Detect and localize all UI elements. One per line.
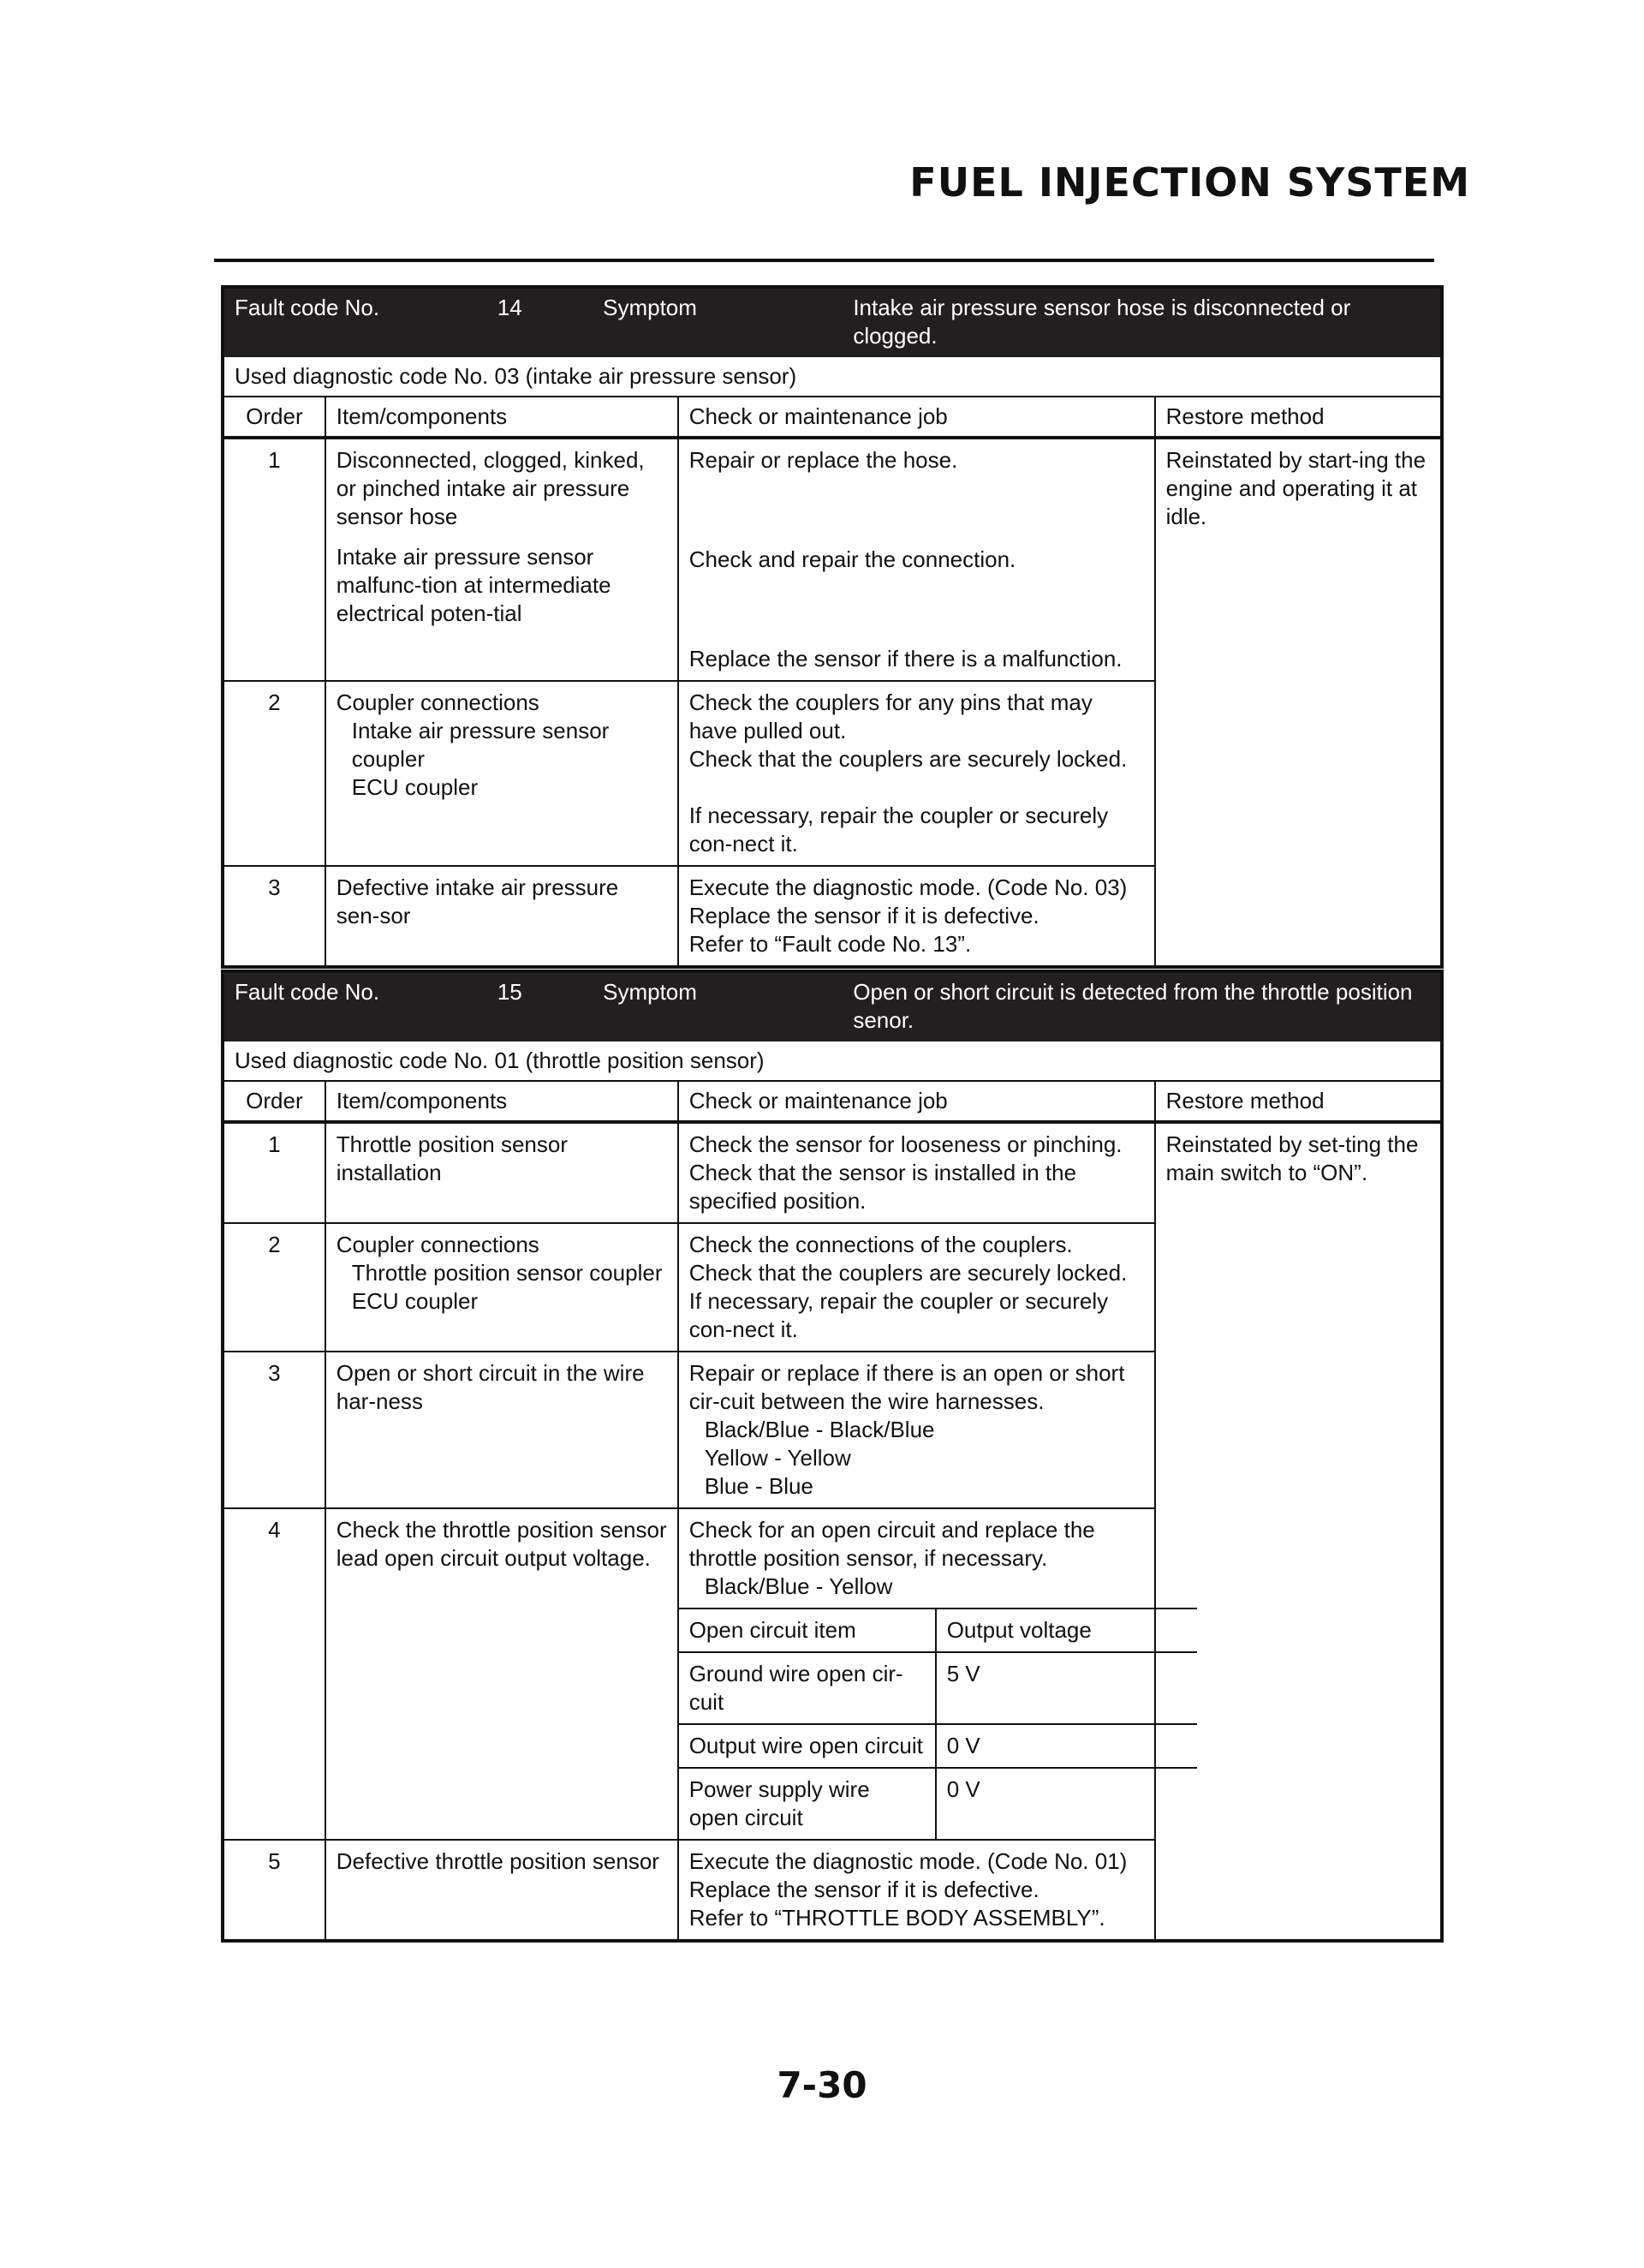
used-code-row bbox=[223, 356, 1442, 397]
row-order: 5 bbox=[223, 1840, 325, 1941]
restore-method: Reinstated by set-ting the main switch to “ON”. bbox=[1155, 1122, 1442, 1941]
row-check bbox=[678, 1223, 1155, 1352]
used-diagnostic-code: Used diagnostic code No. 01 (throttle position sensor) bbox=[223, 1041, 1442, 1081]
fault-code-number: 14 bbox=[428, 287, 593, 356]
check-text: Check for an open circuit and replace the throttle position sensor, if necessary. bbox=[688, 1517, 1095, 1571]
check-text: Replace the sensor if there is a malfunction. bbox=[688, 646, 1123, 671]
sub-row bbox=[679, 1768, 1197, 1839]
row-check bbox=[678, 866, 1155, 967]
check-text: Check the connections of the couplers. bbox=[688, 1232, 1073, 1257]
column-header-row bbox=[223, 397, 1442, 438]
title-divider bbox=[214, 259, 1434, 262]
fault-code-label: Fault code No. bbox=[223, 287, 428, 356]
fault-code-label: Fault code No. bbox=[223, 971, 428, 1041]
col-restore: Restore method bbox=[1155, 397, 1442, 438]
item-text: ECU coupler bbox=[351, 774, 479, 800]
fault-header-row bbox=[223, 287, 1442, 356]
row-check bbox=[678, 1122, 1155, 1223]
check-text: Replace the sensor if it is defective. bbox=[688, 1877, 1039, 1902]
row-item: Check the throttle position sensor lead open circuit output voltage. bbox=[325, 1508, 678, 1840]
col-check: Check or maintenance job bbox=[678, 1081, 1155, 1122]
check-text: Check and repair the connection. bbox=[688, 546, 1016, 572]
check-text: Yellow - Yellow bbox=[704, 1445, 851, 1471]
check-text: Check that the couplers are securely locked. bbox=[688, 746, 1128, 772]
item-text: ECU coupler bbox=[351, 1288, 479, 1314]
sub-voltage: 0 V bbox=[936, 1724, 1197, 1768]
row-item bbox=[325, 438, 678, 681]
row-check bbox=[678, 438, 1155, 681]
row-order: 2 bbox=[223, 681, 325, 866]
row-order: 3 bbox=[223, 1352, 325, 1508]
check-text: Execute the diagnostic mode. (Code No. 03) bbox=[688, 874, 1128, 900]
col-check: Check or maintenance job bbox=[678, 397, 1155, 438]
check-text: If necessary, repair the coupler or securely con-nect it. bbox=[688, 1288, 1109, 1342]
item-text: Disconnected, clogged, kinked, or pinched intake air pressure sensor hose bbox=[336, 447, 645, 529]
output-voltage-table bbox=[679, 1608, 1197, 1839]
sub-voltage: 5 V bbox=[936, 1652, 1197, 1724]
row-check bbox=[678, 681, 1155, 866]
check-text: Repair or replace if there is an open or short cir-cuit between the wire harnesses. bbox=[688, 1360, 1125, 1414]
check-text: Replace the sensor if it is defective. bbox=[688, 903, 1039, 928]
item-text: Intake air pressure sensor coupler bbox=[351, 718, 610, 772]
check-text: Repair or replace the hose. bbox=[688, 447, 958, 473]
sub-col-voltage: Output voltage bbox=[936, 1608, 1197, 1652]
page-title: FUEL INJECTION SYSTEM bbox=[909, 159, 1470, 206]
item-text: Throttle position sensor coupler bbox=[351, 1260, 663, 1286]
row-item: Open or short circuit in the wire har-ness bbox=[325, 1352, 678, 1508]
restore-method: Reinstated by start-ing the engine and operating it at idle. bbox=[1155, 438, 1442, 967]
row-order: 2 bbox=[223, 1223, 325, 1352]
sub-item: Output wire open circuit bbox=[679, 1724, 936, 1768]
check-text: Refer to “Fault code No. 13”. bbox=[688, 931, 972, 957]
sub-col-item: Open circuit item bbox=[679, 1608, 936, 1652]
fault-table-14 bbox=[221, 285, 1444, 969]
symptom-text: Open or short circuit is detected from the throttle position senor. bbox=[842, 971, 1442, 1041]
symptom-label: Symptom bbox=[592, 287, 842, 356]
row-order: 1 bbox=[223, 438, 325, 681]
check-text: Blue - Blue bbox=[704, 1473, 813, 1499]
sub-item: Ground wire open cir-cuit bbox=[679, 1652, 936, 1724]
check-text: Check that the sensor is installed in the specified position. bbox=[688, 1160, 1077, 1214]
row-order: 3 bbox=[223, 866, 325, 967]
used-diagnostic-code: Used diagnostic code No. 03 (intake air pressure sensor) bbox=[223, 356, 1442, 397]
row-item bbox=[325, 1223, 678, 1352]
fault-table-15 bbox=[221, 970, 1444, 1943]
check-text: Execute the diagnostic mode. (Code No. 01) bbox=[688, 1848, 1128, 1874]
check-text: Black/Blue - Yellow bbox=[704, 1573, 893, 1599]
sub-row bbox=[679, 1724, 1197, 1768]
row-item: Defective intake air pressure sen-sor bbox=[325, 866, 678, 967]
check-text: Check the couplers for any pins that may have pulled out. bbox=[688, 689, 1093, 743]
row-item bbox=[325, 681, 678, 866]
check-text: If necessary, repair the coupler or securely con-nect it. bbox=[688, 803, 1109, 856]
col-item: Item/components bbox=[325, 1081, 678, 1122]
table-row bbox=[223, 1122, 1442, 1223]
row-check bbox=[678, 1840, 1155, 1941]
sub-header-row bbox=[679, 1608, 1197, 1652]
fault-header-row bbox=[223, 971, 1442, 1041]
used-code-row bbox=[223, 1041, 1442, 1081]
sub-item: Power supply wire open circuit bbox=[679, 1768, 936, 1839]
item-text: Coupler connections bbox=[336, 689, 539, 715]
table-row bbox=[223, 438, 1442, 681]
row-check bbox=[678, 1352, 1155, 1508]
row-check bbox=[678, 1508, 1155, 1840]
symptom-label: Symptom bbox=[592, 971, 842, 1041]
check-text: Refer to “THROTTLE BODY ASSEMBLY”. bbox=[688, 1905, 1105, 1931]
check-text: Check that the couplers are securely locked. bbox=[688, 1260, 1128, 1286]
symptom-text: Intake air pressure sensor hose is disconnected or clogged. bbox=[842, 287, 1442, 356]
check-block bbox=[679, 1509, 1154, 1608]
sub-voltage: 0 V bbox=[936, 1768, 1197, 1839]
col-order: Order bbox=[223, 397, 325, 438]
col-order: Order bbox=[223, 1081, 325, 1122]
item-text: Coupler connections bbox=[336, 1232, 539, 1257]
sub-row bbox=[679, 1652, 1197, 1724]
col-restore: Restore method bbox=[1155, 1081, 1442, 1122]
check-text: Black/Blue - Black/Blue bbox=[704, 1417, 935, 1442]
col-item: Item/components bbox=[325, 397, 678, 438]
row-order: 4 bbox=[223, 1508, 325, 1840]
fault-code-number: 15 bbox=[428, 971, 593, 1041]
row-item: Throttle position sensor installation bbox=[325, 1122, 678, 1223]
row-order: 1 bbox=[223, 1122, 325, 1223]
column-header-row bbox=[223, 1081, 1442, 1122]
row-item: Defective throttle position sensor bbox=[325, 1840, 678, 1941]
check-text: Check the sensor for looseness or pinching. bbox=[688, 1131, 1123, 1157]
item-text: Intake air pressure sensor malfunc-tion at intermediate electrical poten-tial bbox=[336, 544, 611, 626]
page-number: 7-30 bbox=[777, 2064, 867, 2106]
